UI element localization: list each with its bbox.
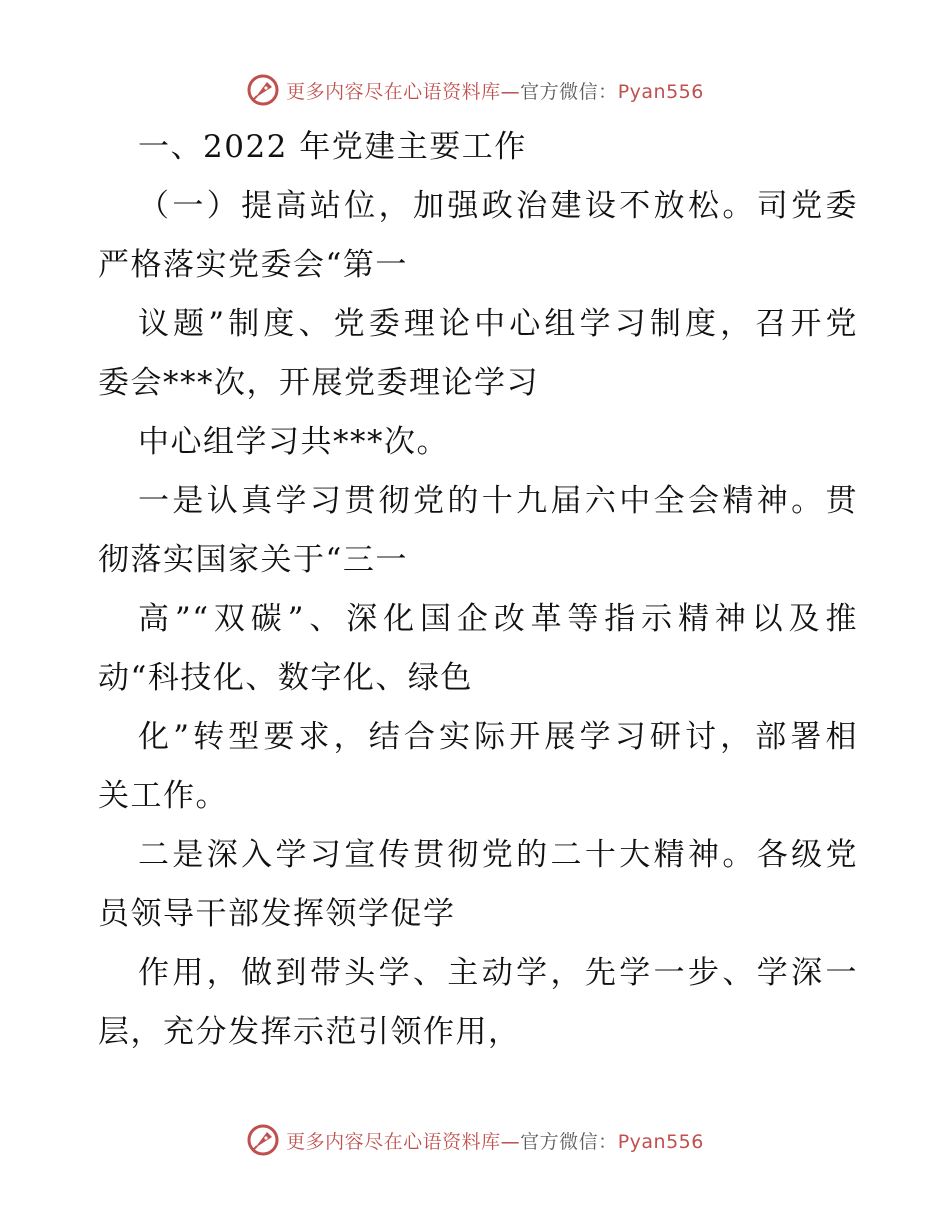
text-line: （一）提高站位，加强政治建设不放松。司党委 [138, 188, 858, 224]
text-line: 关工作。 [98, 778, 228, 814]
text-line: 二是深入学习宣传贯彻党的二十大精神。各级党 [138, 837, 858, 873]
text-line: 严格落实党委会“第一 [98, 247, 408, 283]
text-line: 一是认真学习贯彻党的十九届六中全会精神。贯 [138, 483, 858, 519]
text-line: 一、2022 年党建主要工作 [138, 129, 527, 165]
text-line: 高”“双碳”、深化国企改革等指示精神以及推 [138, 601, 858, 637]
watermark-main: 更多内容尽在心语资料库 [286, 80, 501, 103]
document-body [98, 118, 858, 1062]
watermark-text [286, 1127, 704, 1154]
watermark-wechat-label: 官方微信： [520, 80, 618, 103]
text-line: 议题”制度、党委理论中心组学习制度，召开党 [138, 306, 858, 342]
watermark-wechat-id: Pyan556 [617, 1130, 704, 1153]
watermark-separator: — [500, 1130, 521, 1153]
watermark-main: 更多内容尽在心语资料库 [286, 1130, 501, 1153]
text-line: 员领导干部发挥领学促学 [98, 896, 456, 932]
text-line: 化”转型要求，结合实际开展学习研讨，部署相 [138, 719, 858, 755]
text-line: 委会***次，开展党委理论学习 [98, 365, 539, 401]
text-line: 动“科技化、数字化、绿色 [98, 660, 473, 696]
watermark-separator: — [500, 80, 521, 103]
watermark-wechat-label: 官方微信： [520, 1130, 618, 1153]
text-line: 彻落实国家关于“三一 [98, 542, 408, 578]
pen-nib-icon [246, 1123, 280, 1157]
watermark-text [286, 77, 704, 104]
pen-nib-icon [246, 73, 280, 107]
text-line: 作用，做到带头学、主动学，先学一步、学深一 [138, 955, 858, 991]
text-line: 层，充分发挥示范引领作用， [98, 1014, 521, 1050]
watermark-wechat-id: Pyan556 [617, 80, 704, 103]
header-watermark [0, 70, 950, 110]
footer-watermark [0, 1120, 950, 1160]
text-line: 中心组学习共***次。 [138, 424, 449, 460]
